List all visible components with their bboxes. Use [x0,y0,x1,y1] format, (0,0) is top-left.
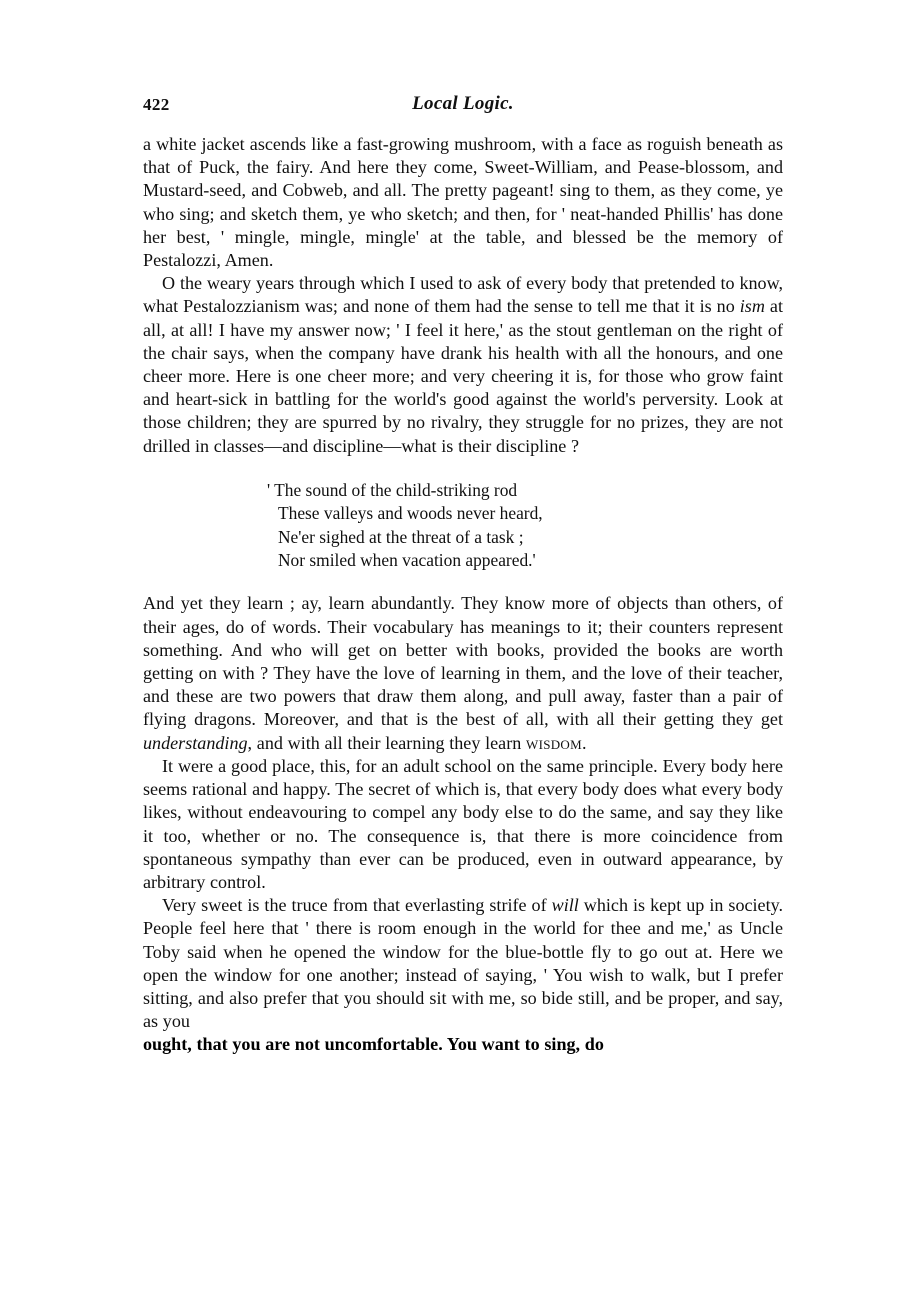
paragraph-3-smallcaps-wisdom: wisdom [526,732,582,753]
paragraph-4-text: It were a good place, this, for an adult school on the same principle. Every body here seems rational and happy. The secret of which is, that every body does what every body likes, without endeavouring to compel any body else to do the same, and say they like it too, whether or no. The consequence is, that there is more coincidence from spontaneous sympathy than ever can be produced, even in outward appearance, by arbitrary control. [143,755,783,892]
paragraph-5-final-line: ought, that you are not uncomfortable. You want to sing, do [143,1034,604,1055]
paragraph-4 [143,755,783,894]
verse-line-4: Nor smiled when vacation appeared.' [278,550,536,571]
paragraph-1 [143,133,783,272]
verse-lines [267,479,783,573]
body-text-column [143,133,783,1057]
verse-line-2: These valleys and woods never heard, [278,503,543,524]
paragraph-1-text: a white jacket ascends like a fast-growing mushroom, with a face as roguish beneath as that of Puck, the fairy. And here they come, Sweet-William, and Pease-blossom, and Mustard-seed, and Cobweb, and all. The pretty pageant! sing to them, as they come, ye who sing; and sketch them, ye who sketch; and then, for ' neat-handed Phillis' has done her best, ' mingle, mingle, mingle' at the table, and blessed be the memory of Pestalozzi, Amen. [143,134,783,271]
page-header [143,95,783,121]
paragraph-5-italic-will: will [551,895,579,916]
verse-line-3: Ne'er sighed at the threat of a task ; [278,526,524,547]
paragraph-3-text-b: , and with all their learning they learn [247,732,526,753]
verse-line-1: ' The sound of the child-striking rod [267,479,518,500]
paragraph-2-text-a: O the weary years through which I used to ask of every body that pretended to know, what Pestalozzianism was; and none of them had the sense to tell me that it is no [143,273,783,317]
paragraph-3 [143,592,783,754]
paragraph-2-text-b: at all, at all! I have my answer now; ' I feel it here,' as the stout gentleman on the right of the chair says, when the company have drank his health with all the honours, and one cheer more. Here is one cheer more; and very cheering it is, for those who grow faint and heart-sick in battling for the world's good against the world's perversity. Look at those children; they are spurred by no rivalry, they struggle for no prizes, they are not drilled in classes—and discipline—what is their discipline ? [143,296,783,456]
paragraph-5 [143,894,783,1033]
paragraph-3-text-c: . [581,732,587,753]
verse-quotation-block [143,479,783,573]
paragraph-3-text-a: And yet they learn ; ay, learn abundantly. They know more of objects than others, of their ages, do of words. Their vocabulary has meanings to it; their counters represent something. And who will get on better with books, provided the books are worth getting on with ? They have the love of learning in them, and the love of their teacher, and these are two powers that draw them along, and pull away, faster than a pair of flying dragons. Moreover, and that is the best of all, with all their getting they get [143,593,783,730]
paragraph-3-italic-understanding: understanding [143,732,248,753]
paragraph-5-text-b: which is kept up in society. People feel here that ' there is room enough in the world for thee and me,' as Uncle Toby said when he opened the window for the blue-bottle fly to go out at. Here we open the window for one another; instead of saying, ' You wish to walk, but I prefer sitting, and also prefer that you should sit with me, so bide still, and be proper, and say, as you [143,895,784,1032]
running-head-title: Local Logic. [412,93,514,114]
paragraph-5-text-a: Very sweet is the truce from that everlasting strife of [162,895,552,916]
paragraph-2 [143,272,783,458]
paragraph-2-italic-ism: ism [739,296,765,317]
page-number: 422 [143,95,170,114]
